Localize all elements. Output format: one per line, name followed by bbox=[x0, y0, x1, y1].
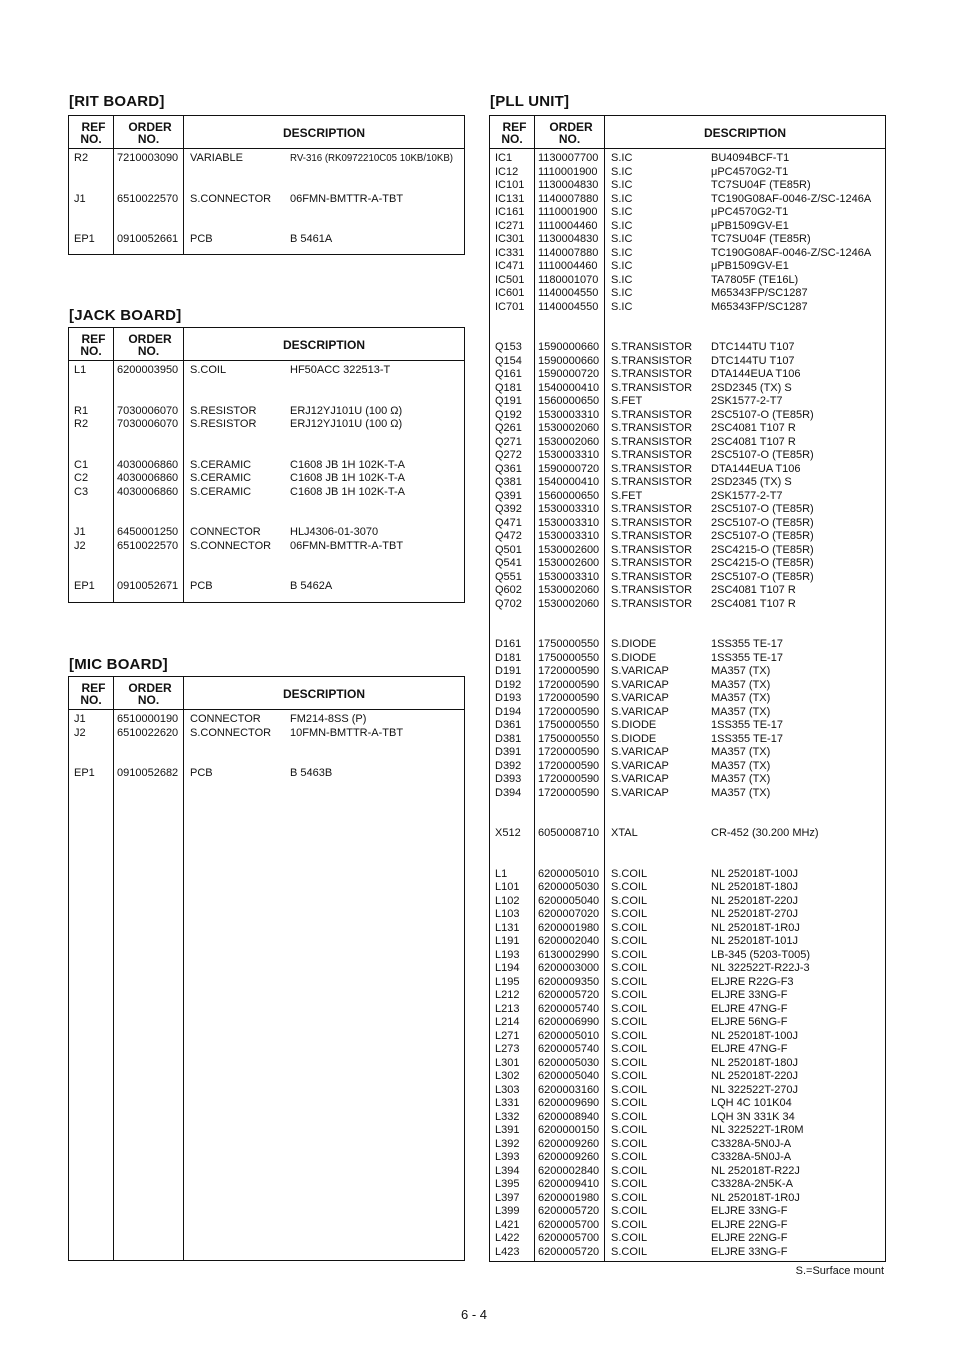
ref-column: L1 R1 R2 C1 C2 C3 J1 J2 EP1 bbox=[74, 364, 95, 592]
part-rest-cells: 06FMN-BMTTR-A-TBT B 5461A bbox=[290, 192, 404, 245]
jack-board-table bbox=[68, 327, 465, 603]
order-no-header: ORDER NO. bbox=[114, 677, 184, 710]
page-number: 6 - 4 bbox=[461, 1307, 488, 1322]
ref-column: IC1 IC12 IC101 IC131 IC161 IC271 IC301 IC331 IC471 IC501 IC601 IC701 Q153 Q154 Q161 Q181 Q191 Q192 Q261 Q271 Q272 Q361 Q381 Q391 Q392 Q471 Q472 Q501 Q541 Q551 Q602 Q702 D161 D181 D191 D192 D193 D194 D361 D381 D391 D392 D393 D394 X512 L1 L101 L102 L103 L131 L191 L193 L194 L195 L212 L213 L214 L271 L273 L301 L302 L303 L331 L332 L391 L392 L393 L394 L395 L397 L399 L421 L422 L423 bbox=[495, 152, 525, 1258]
description-header: DESCRIPTION bbox=[184, 328, 465, 361]
part-column: FM214-8SS (P) 10FMN-BMTTR-A-TBT B 5463B bbox=[290, 713, 404, 779]
ref-column: R2 J1 EP1 bbox=[74, 152, 95, 245]
description-header: DESCRIPTION bbox=[184, 116, 465, 149]
order-no-header: ORDER NO. bbox=[535, 116, 605, 149]
order-column: 1130007700 1110001900 1130004830 1140007880 1110001900 1110004460 1130004830 1140007880 1110004460 1180001070 1140004550 1140004550 1590000660 1590000660 1590000720 1540000410 1560000650 1530003310 1530002060 1530002060 1530003310 1590000720 1540000410 1560000650 1530003310 1530003310 1530003310 1530002600 1530002600 1530003310 1530002060 1530002060 1750000550 1750000550 1720000590 1720000590 1720000590 1720000590 1750000550 1750000550 1720000590 1720000590 1720000590 1720000590 6050008710 6200005010 6200005030 6200005040 6200007020 6200001980 6200002040 6130002990 6200003000 6200009350 6200005720 6200005740 6200006990 6200005010 6200005740 6200005030 6200005040 6200003160 6200009690 6200008940 6200000150 6200009260 6200009260 6200002840 6200009410 6200001980 6200005720 6200005700 6200005700 6200005720 bbox=[538, 152, 600, 1258]
mic-board-title: [MIC BOARD] bbox=[69, 656, 168, 673]
pll-unit-title: [PLL UNIT] bbox=[490, 93, 570, 110]
order-column: 6200003950 7030006070 7030006070 4030006860 4030006860 4030006860 6450001250 6510022570 0910052671 bbox=[117, 364, 179, 592]
type-column: S.COIL S.RESISTOR S.RESISTOR S.CERAMIC S.CERAMIC S.CERAMIC CONNECTOR S.CONNECTOR PCB bbox=[190, 364, 272, 592]
jack-board-title: [JACK BOARD] bbox=[69, 307, 182, 324]
order-no-header: ORDER NO. bbox=[114, 116, 184, 149]
part-first-cell: RV-316 (RK0972210C05 10KB/10KB) bbox=[290, 153, 454, 164]
type-column: S.IC S.IC S.IC S.IC S.IC S.IC S.IC S.IC S.IC S.IC S.IC S.IC S.TRANSISTOR S.TRANSISTOR S.TRANSISTOR S.TRANSISTOR S.FET S.TRANSISTOR S.TRANSISTOR S.TRANSISTOR S.TRANSISTOR S.TRANSISTOR S.TRANSISTOR S.FET S.TRANSISTOR S.TRANSISTOR S.TRANSISTOR S.TRANSISTOR S.TRANSISTOR S.TRANSISTOR S.TRANSISTOR S.TRANSISTOR S.DIODE S.DIODE S.VARICAP S.VARICAP S.VARICAP S.VARICAP S.DIODE S.DIODE S.VARICAP S.VARICAP S.VARICAP S.VARICAP XTAL S.COIL S.COIL S.COIL S.COIL S.COIL S.COIL S.COIL S.COIL S.COIL S.COIL S.COIL S.COIL S.COIL S.COIL S.COIL S.COIL S.COIL S.COIL S.COIL S.COIL S.COIL S.COIL S.COIL S.COIL S.COIL S.COIL S.COIL S.COIL S.COIL bbox=[611, 152, 693, 1258]
surface-mount-footnote: S.=Surface mount bbox=[795, 1265, 884, 1277]
ref-no-header: REF NO. bbox=[69, 328, 114, 361]
ref-no-header: REF NO. bbox=[69, 116, 114, 149]
order-column: 7210003090 6510022570 0910052661 bbox=[117, 152, 179, 245]
pll-unit-table bbox=[489, 115, 886, 1262]
ref-column: J1 J2 EP1 bbox=[74, 713, 95, 779]
part-column: BU4094BCF-T1 μPC4570G2-T1 TC7SU04F (TE85R) TC190G08AF-0046-Z/SC-1246A μPC4570G2-T1 μPB1509GV-E1 TC7SU04F (TE85R) TC190G08AF-0046-Z/SC-1246A μPB1509GV-E1 TA7805F (TE16L) M65343FP/SC1287 M65343FP/SC1287 DTC144TU T107 DTC144TU T107 DTA144EUA T106 2SD2345 (TX) S 2SK1577-2-T7 2SC5107-O (TE85R) 2SC4081 T107 R 2SC4081 T107 R 2SC5107-O (TE85R) DTA144EUA T106 2SD2345 (TX) S 2SK1577-2-T7 2SC5107-O (TE85R) 2SC5107-O (TE85R) 2SC5107-O (TE85R) 2SC4215-O (TE85R) 2SC4215-O (TE85R) 2SC5107-O (TE85R) 2SC4081 T107 R 2SC4081 T107 R 1SS355 TE-17 1SS355 TE-17 MA357 (TX) MA357 (TX) MA357 (TX) MA357 (TX) 1SS355 TE-17 1SS355 TE-17 MA357 (TX) MA357 (TX) MA357 (TX) MA357 (TX) CR-452 (30.200 MHz) NL 252018T-100J NL 252018T-180J NL 252018T-220J NL 252018T-270J NL 252018T-1R0J NL 252018T-101J LB-345 (5203-T005) NL 322522T-R22J-3 ELJRE R22G-F3 ELJRE 33NG-F ELJRE 47NG-F ELJRE 56NG-F NL 252018T-100J ELJRE 47NG-F NL 252018T-180J NL 252018T-220J NL 322522T-270J LQH 4C 101K04 LQH 3N 331K 34 NL 322522T-1R0M C3328A-5N0J-A C3328A-5N0J-A NL 252018T-R22J C3328A-2N5K-A NL 252018T-1R0J ELJRE 33NG-F ELJRE 22NG-F ELJRE 22NG-F ELJRE 33NG-F bbox=[711, 152, 872, 1258]
type-column: VARIABLE S.CONNECTOR PCB bbox=[190, 152, 272, 245]
rit-board-table bbox=[68, 115, 465, 255]
ref-no-header: REF NO. bbox=[490, 116, 535, 149]
part-column: HF50ACC 322513-T ERJ12YJ101U (100 Ω) ERJ12YJ101U (100 Ω) C1608 JB 1H 102K-T-A C1608 JB 1H 102K-T-A C1608 JB 1H 102K-T-A HLJ4306-01-3070 06FMN-BMTTR-A-TBT B 5462A bbox=[290, 364, 405, 592]
order-column: 6510000190 6510022620 0910052682 bbox=[117, 713, 179, 779]
description-header: DESCRIPTION bbox=[605, 116, 886, 149]
type-column: CONNECTOR S.CONNECTOR PCB bbox=[190, 713, 272, 779]
ref-no-header: REF NO. bbox=[69, 677, 114, 710]
description-header: DESCRIPTION bbox=[184, 677, 465, 710]
order-no-header: ORDER NO. bbox=[114, 328, 184, 361]
rit-board-title: [RIT BOARD] bbox=[69, 93, 165, 110]
mic-board-table bbox=[68, 676, 465, 1261]
part-column bbox=[290, 152, 453, 247]
